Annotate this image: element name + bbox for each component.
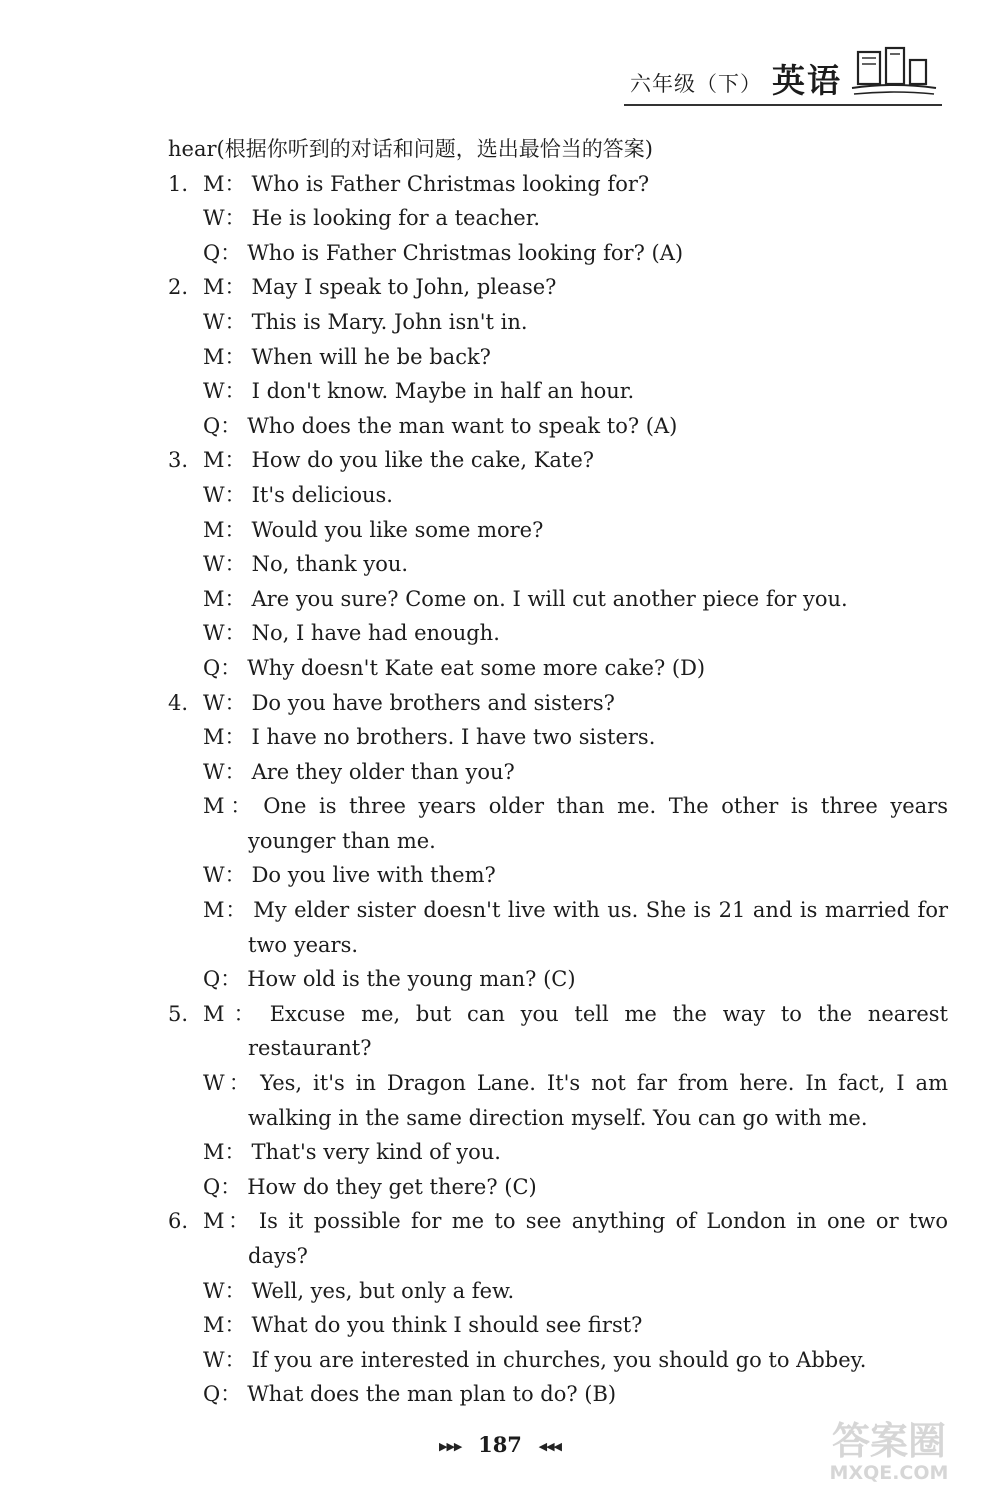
speaker-label: W： xyxy=(203,482,246,507)
dialogue-line xyxy=(168,478,948,513)
utterance-text: Who is Father Christmas looking for? (A) xyxy=(247,240,684,265)
speaker-label: M： xyxy=(203,725,246,750)
speaker-label: W： xyxy=(203,1278,246,1303)
speaker-label: M： xyxy=(203,898,248,923)
question-number: 1. xyxy=(168,171,189,196)
dialogue-item xyxy=(168,443,948,685)
dialogue-line xyxy=(168,686,948,721)
utterance-text: If you are interested in churches, you should go to Abbey. xyxy=(251,1347,867,1372)
question-number: 3. xyxy=(168,448,189,473)
dialogue-line xyxy=(168,582,948,617)
dialogue-line xyxy=(168,720,948,755)
dialogue-line xyxy=(168,893,948,962)
dialogue-line xyxy=(168,547,948,582)
utterance-text: Would you like some more? xyxy=(251,517,544,542)
watermark-url: MXQE.COM xyxy=(829,1462,949,1484)
dialogue-line xyxy=(168,858,948,893)
utterance-text: Why doesn't Kate eat some more cake? (D) xyxy=(247,655,706,680)
question-number: 5. xyxy=(168,1001,189,1026)
right-arrows-icon: ◀◀◀ xyxy=(538,1440,561,1453)
speaker-label: M： xyxy=(203,517,246,542)
utterance-text: I have no brothers. I have two sisters. xyxy=(251,725,656,750)
utterance-text: It's delicious. xyxy=(251,482,393,507)
utterance-text: What do you think I should see first? xyxy=(251,1313,643,1338)
utterance-text: Are they older than you? xyxy=(251,759,515,784)
speaker-label: W： xyxy=(203,552,246,577)
dialogue-line xyxy=(168,201,948,236)
speaker-label: M： xyxy=(203,1140,246,1165)
utterance-text: One is three years older than me. The other is three years younger than me. xyxy=(248,794,948,853)
speaker-label: M： xyxy=(203,344,246,369)
speaker-label: W： xyxy=(203,309,246,334)
utterance-text: He is looking for a teacher. xyxy=(251,206,541,231)
utterance-text: Who does the man want to speak to? (A) xyxy=(247,413,678,438)
speaker-label: M： xyxy=(203,586,246,611)
speaker-label: M： xyxy=(203,1001,264,1026)
watermark-logo-text: 答案圈 xyxy=(831,1419,946,1463)
utterance-text: Excuse me, but can you tell me the way to the nearest restaurant? xyxy=(248,1001,948,1061)
dialogue-line xyxy=(168,1135,948,1170)
dialogue-list xyxy=(168,167,948,1412)
dialogue-line xyxy=(168,1170,948,1205)
utterance-text: No, thank you. xyxy=(251,552,409,577)
speaker-label: W： xyxy=(203,1347,246,1372)
speaker-label: W： xyxy=(203,690,246,715)
dialogue-line xyxy=(168,340,948,375)
utterance-text: May I speak to John, please? xyxy=(251,275,557,300)
utterance-text: How old is the young man? (C) xyxy=(247,967,576,992)
speaker-label: W： xyxy=(203,1071,255,1096)
dialogue-line xyxy=(168,1343,948,1378)
utterance-text: My elder sister doesn't live with us. She is 21 and is married for two years. xyxy=(248,898,949,957)
question-number: 6. xyxy=(168,1209,189,1234)
speaker-label: Q： xyxy=(203,1174,242,1199)
speaker-label: W： xyxy=(203,206,246,231)
dialogue-line xyxy=(168,1274,948,1309)
speaker-label: Q： xyxy=(203,413,242,438)
dialogue-line xyxy=(168,1308,948,1343)
dialogue-line xyxy=(168,616,948,651)
dialogue-line xyxy=(168,651,948,686)
listening-transcript xyxy=(168,132,948,1412)
dialogue-line xyxy=(168,443,948,478)
utterance-text: How do you like the cake, Kate? xyxy=(251,448,595,473)
speaker-label: M： xyxy=(203,1209,253,1234)
speaker-label: W： xyxy=(203,863,246,888)
speaker-label: W： xyxy=(203,759,246,784)
speaker-label: Q： xyxy=(203,1382,242,1407)
utterance-text: No, I have had enough. xyxy=(251,621,500,646)
dialogue-line xyxy=(168,755,948,790)
left-arrows-icon: ▶▶▶ xyxy=(439,1440,462,1453)
speaker-label: M： xyxy=(203,1313,246,1338)
utterance-text: Who is Father Christmas looking for? xyxy=(251,171,650,196)
section-instruction: hear(根据你听到的对话和问题，选出最恰当的答案) xyxy=(168,137,653,161)
book-logo-icon xyxy=(848,44,940,102)
utterance-text: What does the man plan to do? (B) xyxy=(247,1382,617,1407)
dialogue-item xyxy=(168,1204,948,1412)
dialogue-line xyxy=(168,374,948,409)
header-divider xyxy=(624,104,942,106)
page-number: 187 xyxy=(478,1432,522,1457)
dialogue-item xyxy=(168,997,948,1205)
utterance-text: Is it possible for me to see anything of London in one or two days? xyxy=(248,1209,948,1268)
speaker-label: Q： xyxy=(203,240,242,265)
speaker-label: Q： xyxy=(203,967,242,992)
dialogue-line xyxy=(168,789,948,858)
utterance-text: Do you live with them? xyxy=(251,863,496,888)
speaker-label: W： xyxy=(203,621,246,646)
utterance-text: When will he be back? xyxy=(251,344,491,369)
speaker-label: M： xyxy=(203,448,246,473)
site-watermark xyxy=(794,1420,984,1484)
dialogue-item xyxy=(168,686,948,997)
dialogue-line xyxy=(168,513,948,548)
dialogue-line xyxy=(168,1377,948,1412)
speaker-label: Q： xyxy=(203,655,242,680)
dialogue-line xyxy=(168,962,948,997)
utterance-text: Are you sure? Come on. I will cut another piece for you. xyxy=(251,586,848,611)
speaker-label: M： xyxy=(203,794,258,819)
utterance-text: How do they get there? (C) xyxy=(247,1174,537,1199)
utterance-text: Well, yes, but only a few. xyxy=(251,1278,515,1303)
question-number: 2. xyxy=(168,275,189,300)
speaker-label: W： xyxy=(203,379,246,404)
dialogue-line xyxy=(168,270,948,305)
dialogue-line xyxy=(168,1204,948,1273)
utterance-text: I don't know. Maybe in half an hour. xyxy=(251,379,635,404)
speaker-label: M： xyxy=(203,171,246,196)
dialogue-item xyxy=(168,270,948,443)
question-number: 4. xyxy=(168,690,189,715)
subject-title: 英语 xyxy=(772,61,842,100)
dialogue-line xyxy=(168,997,948,1066)
dialogue-line xyxy=(168,167,948,202)
dialogue-line xyxy=(168,236,948,271)
utterance-text: Do you have brothers and sisters? xyxy=(251,690,615,715)
dialogue-line xyxy=(168,409,948,444)
dialogue-item xyxy=(168,167,948,271)
utterance-text: That's very kind of you. xyxy=(251,1140,501,1165)
utterance-text: This is Mary. John isn't in. xyxy=(251,309,528,334)
utterance-text: Yes, it's in Dragon Lane. It's not far from here. In fact, I am walking in the same direction myself. You can go with me. xyxy=(248,1071,948,1130)
dialogue-line xyxy=(168,305,948,340)
speaker-label: M： xyxy=(203,275,246,300)
dialogue-line xyxy=(168,1066,948,1135)
grade-label: 六年级（下） xyxy=(630,72,762,96)
running-header xyxy=(630,42,940,102)
